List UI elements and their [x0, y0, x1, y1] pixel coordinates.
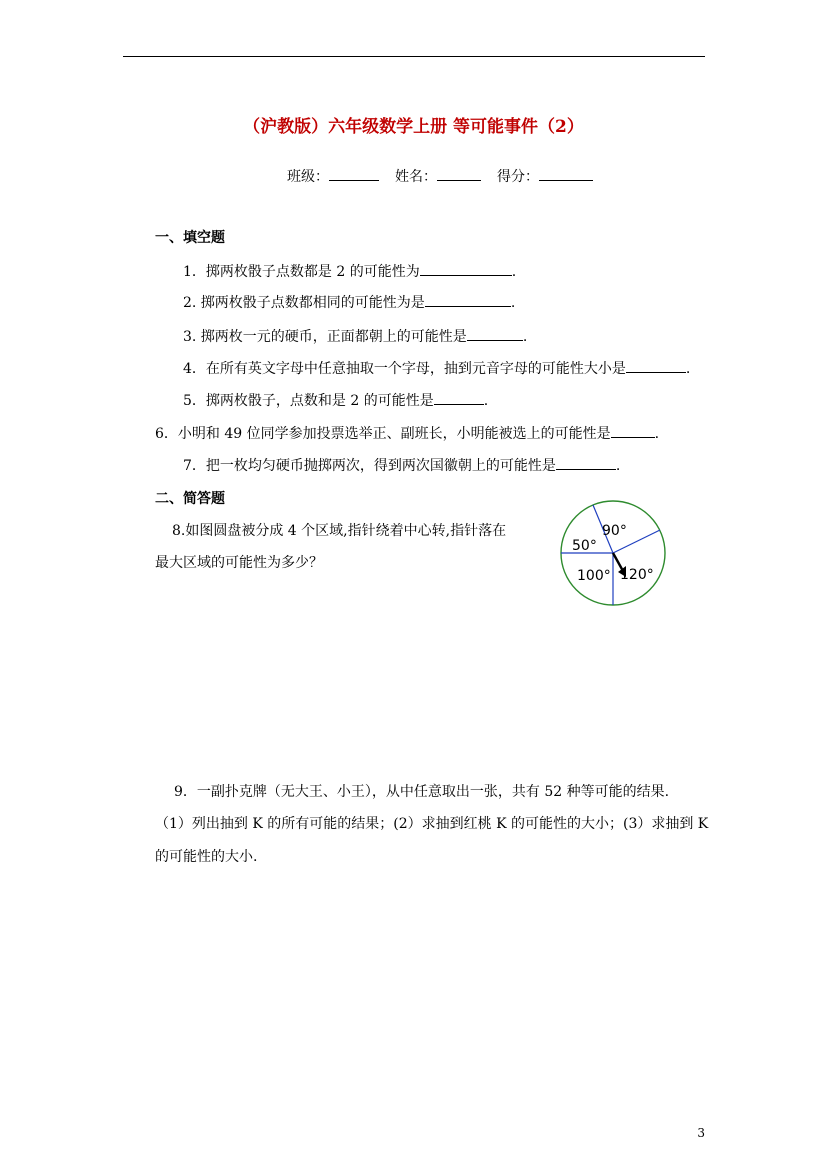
question-9-line-1: 9．一副扑克牌（无大王、小王），从中任意取出一张，共有 52 种等可能的结果. [174, 784, 670, 800]
question-2 [183, 292, 515, 312]
question-3 [183, 326, 527, 346]
question-8-line-1: 8.如图圆盘被分成 4 个区域,指针绕着中心转,指针落在 [172, 523, 507, 539]
question-9-line-3: 的可能性的大小. [155, 849, 258, 865]
name-label: 姓名： [395, 169, 437, 185]
question-8-line-2: 最大区域的可能性为多少？ [155, 555, 323, 571]
sector-label-120: 120° [620, 567, 654, 583]
question-3-blank [467, 326, 523, 341]
score-blank [539, 166, 593, 181]
question-4-blank [626, 358, 686, 373]
question-6-blank [611, 423, 655, 438]
sector-label-90: 90° [602, 523, 627, 539]
score-label: 得分： [497, 169, 539, 185]
question-5-blank [434, 390, 484, 405]
question-7 [183, 455, 620, 475]
question-4-text: 4．在所有英文字母中任意抽取一个字母，抽到元音字母的可能性大小是 [183, 361, 626, 377]
name-field [395, 166, 481, 186]
section1-heading: 一、填空题 [155, 230, 225, 246]
header-rule [123, 56, 705, 57]
class-label: 班级： [287, 169, 329, 185]
section2-heading: 二、简答题 [155, 491, 225, 507]
question-2-end: . [510, 295, 516, 311]
question-5-text: 5．掷两枚骰子，点数和是 2 的可能性是 [183, 393, 434, 409]
question-4-end: . [685, 361, 691, 377]
question-6-end: . [654, 426, 660, 442]
question-5-end: . [483, 393, 489, 409]
sector-label-50: 50° [572, 538, 597, 554]
question-6-text: 6．小明和 49 位同学参加投票选举正、副班长，小明能被选上的可能性是 [155, 426, 611, 442]
sector-label-100: 100° [577, 568, 611, 584]
name-blank [437, 166, 481, 181]
document-title: （沪教版）六年级数学上册 等可能事件（2） [243, 117, 584, 137]
page-number: 3 [697, 1126, 705, 1140]
question-1-blank [420, 261, 512, 276]
question-7-end: . [615, 458, 621, 474]
question-2-blank [425, 292, 511, 307]
spinner-diagram [556, 496, 670, 610]
score-field [497, 166, 593, 186]
question-3-text: 3. 掷两枚一元的硬币，正面都朝上的可能性是 [183, 329, 467, 345]
question-4 [183, 358, 690, 378]
question-2-text: 2. 掷两枚骰子点数都相同的可能性为是 [183, 295, 425, 311]
question-9-line-2: （1）列出抽到 K 的所有可能的结果；(2）求抽到红桃 K 的可能性的大小；(3）求抽到 K [155, 816, 709, 832]
class-field [287, 166, 379, 186]
question-7-text: 7．把一枚均匀硬币抛掷两次，得到两次国徽朝上的可能性是 [183, 458, 556, 474]
class-blank [329, 166, 379, 181]
question-1 [183, 261, 516, 281]
question-1-end: . [511, 264, 517, 280]
question-7-blank [556, 455, 616, 470]
question-6 [155, 423, 659, 443]
question-3-end: . [522, 329, 528, 345]
question-5 [183, 390, 488, 410]
question-1-text: 1．掷两枚骰子点数都是 2 的可能性为 [183, 264, 420, 280]
